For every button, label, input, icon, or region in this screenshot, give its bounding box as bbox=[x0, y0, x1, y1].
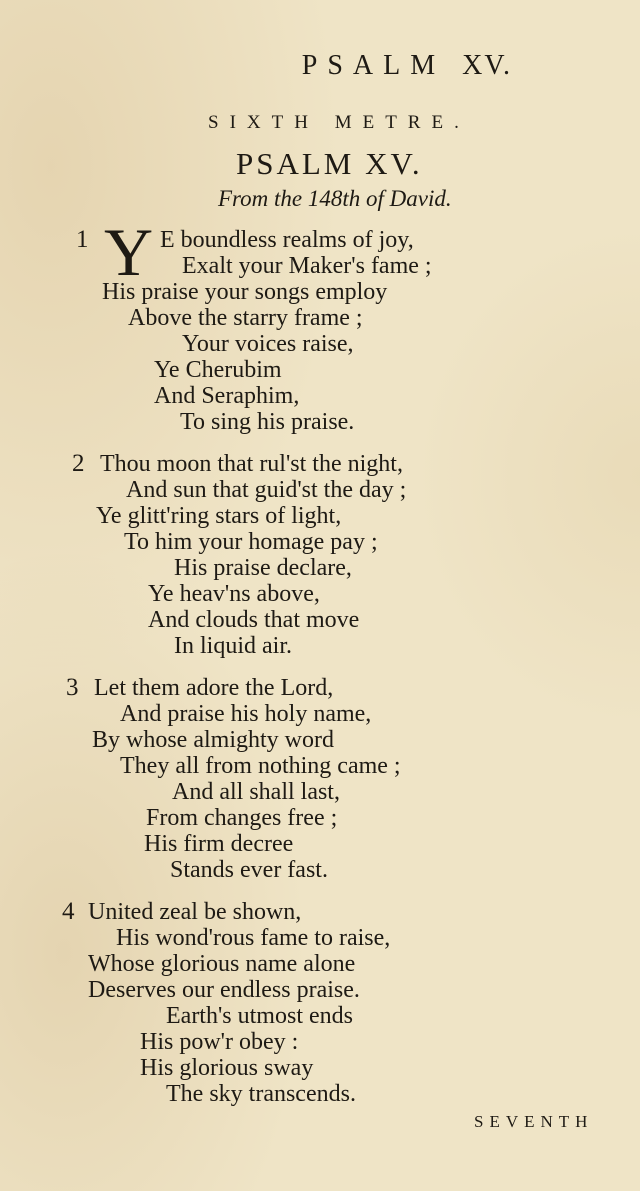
attribution: From the 148th of David. bbox=[218, 186, 452, 211]
verse-line: Whose glorious name alone bbox=[88, 951, 356, 977]
verse-number: 4 bbox=[62, 898, 75, 925]
verse-line: Stands ever fast. bbox=[170, 857, 328, 883]
verse-line: Exalt your Maker's fame ; bbox=[182, 253, 432, 279]
verse-line: They all from nothing came ; bbox=[120, 753, 401, 779]
running-head bbox=[302, 50, 512, 82]
psalm-title: PSALM XV. bbox=[236, 146, 423, 181]
verse-line: His firm decree bbox=[144, 831, 294, 857]
verse-line: His praise your songs employ bbox=[102, 279, 388, 305]
verse-line: By whose almighty word bbox=[92, 727, 334, 753]
verse-line: To him your homage pay ; bbox=[124, 529, 378, 555]
running-head-title: PSALM bbox=[301, 50, 446, 81]
verse-line: Earth's utmost ends bbox=[166, 1003, 353, 1029]
metre-heading: SIXTH METRE. bbox=[208, 112, 470, 133]
verse-line: E boundless realms of joy, bbox=[160, 227, 414, 253]
verse-line: And praise his holy name, bbox=[120, 701, 372, 727]
catchword: SEVENTH bbox=[474, 1112, 594, 1131]
verse-line: His praise declare, bbox=[174, 555, 352, 581]
verse-number: 1 bbox=[76, 226, 89, 253]
verse-line: And all shall last, bbox=[172, 779, 340, 805]
verse-line: His pow'r obey : bbox=[140, 1029, 299, 1055]
verse-line: Your voices raise, bbox=[182, 331, 354, 357]
verse-line: The sky transcends. bbox=[166, 1081, 356, 1107]
running-head-number: XV. bbox=[462, 50, 512, 81]
verse-number: 2 bbox=[72, 450, 85, 477]
verse-line: To sing his praise. bbox=[180, 409, 355, 435]
drop-cap: Y bbox=[104, 214, 154, 290]
verse-line: Ye Cherubim bbox=[154, 357, 282, 383]
verse-line: Deserves our endless praise. bbox=[88, 977, 360, 1003]
verse-line: And sun that guid'st the day ; bbox=[126, 477, 407, 503]
verse-line: And clouds that move bbox=[148, 607, 360, 633]
verse-line: In liquid air. bbox=[174, 633, 292, 659]
verse-line: And Seraphim, bbox=[154, 383, 300, 409]
verse-number: 3 bbox=[66, 674, 79, 701]
verse-line: Let them adore the Lord, bbox=[94, 675, 334, 701]
verse-line: Above the starry frame ; bbox=[128, 305, 363, 331]
verse-line: Ye glitt'ring stars of light, bbox=[96, 503, 342, 529]
verse-line: From changes free ; bbox=[146, 805, 338, 831]
verse-line: United zeal be shown, bbox=[88, 899, 302, 925]
verse-line: His glorious sway bbox=[140, 1055, 314, 1081]
verse-line: His wond'rous fame to raise, bbox=[116, 925, 391, 951]
verse-line: Ye heav'ns above, bbox=[148, 581, 320, 607]
verse-line: Thou moon that rul'st the night, bbox=[100, 451, 403, 477]
